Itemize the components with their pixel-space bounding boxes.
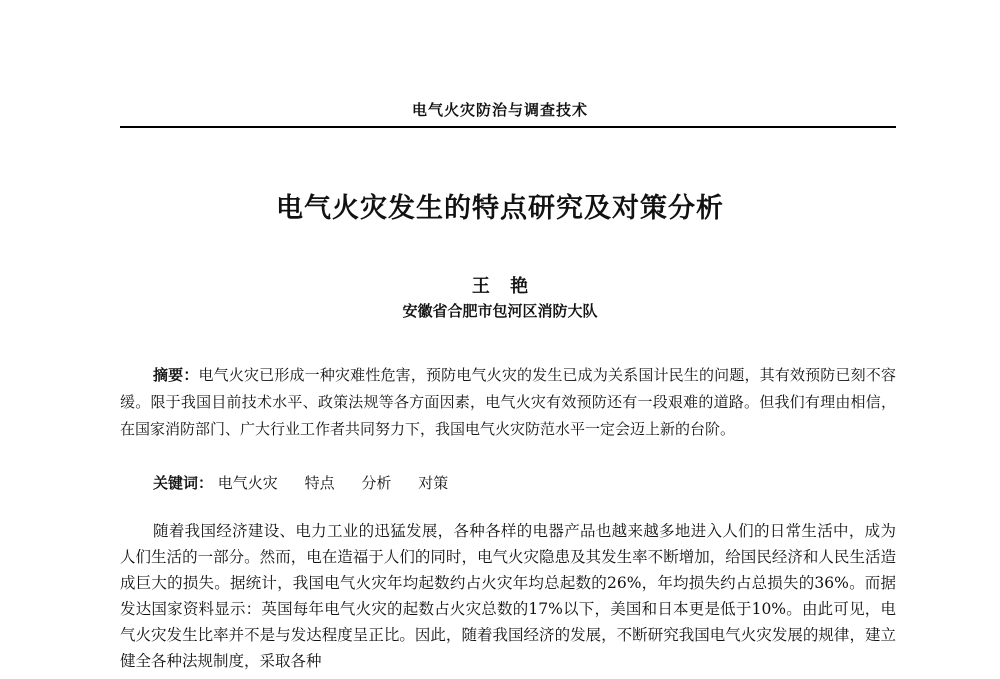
keywords-label: 关键词： <box>153 474 214 492</box>
keyword-item: 电气火灾 <box>217 474 278 492</box>
abstract-label: 摘要： <box>153 366 199 384</box>
author-name: 王 艳 <box>471 276 529 297</box>
paper-title: 电气火灾发生的特点研究及对策分析 <box>276 193 724 224</box>
body-paragraph: 随着我国经济建设、电力工业的迅猛发展，各种各样的电器产品也越来越多地进入人们的日常生活中，成为人们生活的一部分。然而，电在造福于人们的同时，电气火灾隐患及其发生率不断增加，给国民经济和人民生活造成巨大的损失。据统计，我国电气火灾年均起数约占火灾年均总起数的26%，年均损失约占总损失的36%。而据发达国家资料显示：英国每年电气火灾的起数占火灾总数的17%以下，美国和日本更是低于10%。由此可见，电气火灾发生比率并不是与发达程度呈正比。因此，随着我国经济的发展，不断研究我国电气火灾发展的规律，建立健全各种法规制度，采取各种 <box>120 522 896 670</box>
header-rule <box>120 126 896 128</box>
keywords <box>153 470 896 497</box>
keyword-item: 对策 <box>418 474 449 492</box>
journal-header: 电气火灾防治与调查技术 <box>411 101 588 119</box>
abstract-text: 电气火灾已形成一种灾难性危害，预防电气火灾的发生已成为关系国计民生的问题，其有效预防已刻不容缓。限于我国目前技术水平、政策法规等各方面因素，电气火灾有效预防还有一段艰难的道路。但我们有理由相信，在国家消防部门、广大行业工作者共同努力下，我国电气火灾防范水平一定会迈上新的台阶。 <box>120 366 896 438</box>
keyword-item: 特点 <box>304 474 335 492</box>
author-affiliation: 安徽省合肥市包河区消防大队 <box>402 302 598 320</box>
keyword-item: 分析 <box>361 474 392 492</box>
abstract <box>120 362 896 443</box>
